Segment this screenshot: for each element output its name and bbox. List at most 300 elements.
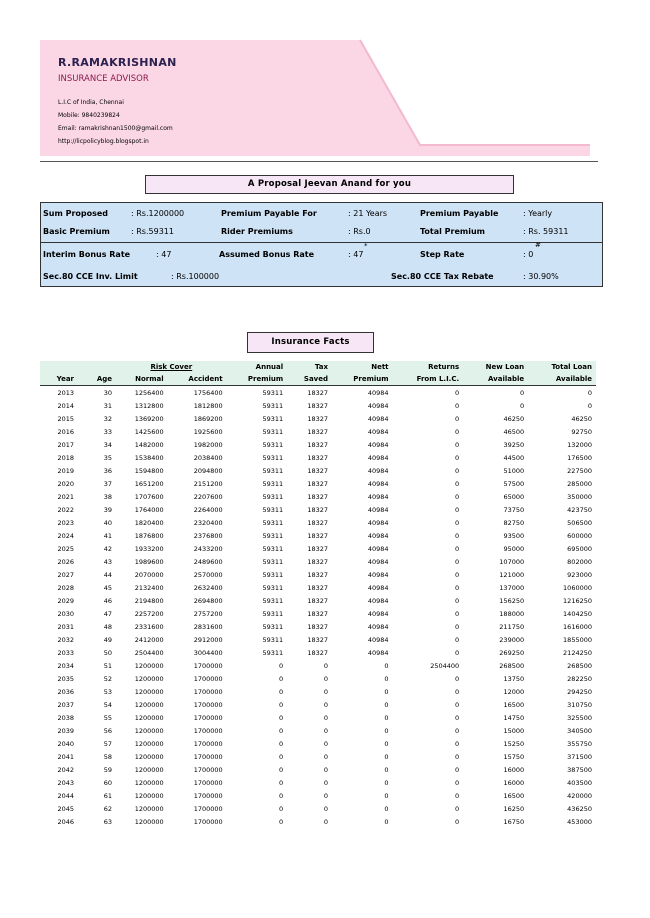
sec80cce-rebate-label: Sec.80 CCE Tax Rebate bbox=[391, 272, 494, 281]
cell-age: 57 bbox=[103, 739, 112, 748]
cell-nett-premium: 40984 bbox=[367, 414, 389, 423]
interim-bonus-label: Interim Bonus Rate bbox=[43, 250, 131, 259]
cell-new-loan: 14750 bbox=[503, 713, 525, 722]
cell-tax-saved: 0 bbox=[323, 739, 329, 748]
cell-age: 31 bbox=[103, 401, 112, 410]
premium-payable-value: : Yearly bbox=[523, 209, 553, 218]
cell-tax-saved: 0 bbox=[323, 817, 329, 826]
cell-year: 2019 bbox=[57, 466, 74, 475]
cell-returns: 0 bbox=[455, 726, 460, 735]
cell-age: 52 bbox=[103, 674, 112, 683]
cell-age: 38 bbox=[103, 492, 112, 501]
table-row bbox=[40, 633, 596, 646]
cell-accident: 1812800 bbox=[193, 401, 223, 410]
cell-returns: 0 bbox=[455, 440, 460, 449]
advisor-blog: http://licpolicyblog.blogspot.in bbox=[58, 138, 149, 145]
cell-new-loan: 0 bbox=[519, 401, 525, 410]
cell-new-loan: 137000 bbox=[499, 583, 525, 592]
cell-tax-saved: 18327 bbox=[307, 596, 329, 605]
cell-returns: 0 bbox=[455, 544, 460, 553]
cell-tax-saved: 0 bbox=[323, 674, 329, 683]
cell-returns: 0 bbox=[455, 518, 460, 527]
cell-normal: 1200000 bbox=[134, 687, 164, 696]
cell-tax-saved: 0 bbox=[323, 765, 329, 774]
cell-nett-premium: 40984 bbox=[367, 427, 389, 436]
cell-normal: 1200000 bbox=[134, 674, 164, 683]
cell-accident: 1700000 bbox=[193, 713, 223, 722]
cell-tax-saved: 18327 bbox=[307, 570, 329, 579]
cell-accident: 1869200 bbox=[193, 414, 223, 423]
table-row bbox=[40, 581, 596, 594]
cell-accident: 2207600 bbox=[193, 492, 223, 501]
cell-nett-premium: 40984 bbox=[367, 648, 389, 657]
cell-total-loan: 420000 bbox=[567, 791, 592, 800]
cell-accident: 1700000 bbox=[193, 700, 223, 709]
cell-new-loan: 16000 bbox=[503, 778, 525, 787]
advisor-email: Email: ramakrishnan1500@gmail.com bbox=[58, 125, 173, 132]
cell-new-loan: 269250 bbox=[499, 648, 525, 657]
cell-age: 39 bbox=[103, 505, 112, 514]
cell-total-loan: 403500 bbox=[567, 778, 592, 787]
table-row bbox=[40, 516, 596, 529]
header-top-returns: Returns bbox=[428, 363, 460, 371]
cell-normal: 1200000 bbox=[134, 752, 164, 761]
cell-accident: 2038400 bbox=[193, 453, 223, 462]
cell-returns: 0 bbox=[455, 583, 460, 592]
cell-accident: 1700000 bbox=[193, 778, 223, 787]
table-row bbox=[40, 464, 596, 477]
cell-total-loan: 325500 bbox=[567, 713, 592, 722]
cell-nett-premium: 0 bbox=[384, 765, 389, 774]
cell-nett-premium: 0 bbox=[384, 713, 389, 722]
cell-normal: 1820400 bbox=[134, 518, 164, 527]
cell-total-loan: 285000 bbox=[567, 479, 592, 488]
cell-year: 2030 bbox=[57, 609, 74, 618]
cell-nett-premium: 40984 bbox=[367, 531, 389, 540]
cell-accident: 2151200 bbox=[193, 479, 223, 488]
cell-new-loan: 44500 bbox=[503, 453, 525, 462]
cell-returns: 0 bbox=[455, 687, 460, 696]
header-top-annual: Annual bbox=[255, 363, 284, 371]
header-new-loan: Available bbox=[463, 373, 528, 386]
cell-year: 2039 bbox=[57, 726, 74, 735]
cell-nett-premium: 40984 bbox=[367, 544, 389, 553]
cell-normal: 1594800 bbox=[134, 466, 164, 475]
cell-returns: 0 bbox=[455, 791, 460, 800]
assumed-bonus-label: Assumed Bonus Rate bbox=[219, 250, 315, 259]
cell-year: 2025 bbox=[57, 544, 74, 553]
cell-nett-premium: 40984 bbox=[367, 492, 389, 501]
cell-tax-saved: 0 bbox=[323, 804, 329, 813]
assumed-bonus-value: : 47 bbox=[348, 250, 364, 259]
cell-nett-premium: 40984 bbox=[367, 557, 389, 566]
cell-normal: 2194800 bbox=[134, 596, 164, 605]
cell-year: 2046 bbox=[57, 817, 74, 826]
cell-total-loan: 268500 bbox=[567, 661, 592, 670]
cell-tax-saved: 18327 bbox=[307, 505, 329, 514]
cell-nett-premium: 0 bbox=[384, 687, 389, 696]
cell-accident: 1700000 bbox=[193, 817, 223, 826]
cell-returns: 0 bbox=[455, 479, 460, 488]
step-rate-label: Step Rate bbox=[420, 250, 465, 259]
cell-accident: 2264000 bbox=[193, 505, 223, 514]
table-row bbox=[40, 659, 596, 672]
cell-annual-premium: 0 bbox=[279, 752, 284, 761]
cell-annual-premium: 59311 bbox=[262, 635, 284, 644]
cell-normal: 1200000 bbox=[134, 778, 164, 787]
cell-tax-saved: 0 bbox=[323, 687, 329, 696]
cell-nett-premium: 40984 bbox=[367, 453, 389, 462]
table-row bbox=[40, 529, 596, 542]
cell-new-loan: 16000 bbox=[503, 765, 525, 774]
cell-year: 2014 bbox=[57, 401, 74, 410]
cell-annual-premium: 0 bbox=[279, 739, 284, 748]
cell-new-loan: 39250 bbox=[503, 440, 525, 449]
cell-age: 53 bbox=[103, 687, 112, 696]
cell-total-loan: 436250 bbox=[567, 804, 592, 813]
cell-year: 2041 bbox=[57, 752, 74, 761]
header-annual-premium: Premium bbox=[227, 373, 288, 386]
summary-divider bbox=[41, 242, 602, 243]
header-risk-cover: Risk Cover bbox=[150, 363, 193, 371]
cell-accident: 2570000 bbox=[193, 570, 223, 579]
cell-new-loan: 188000 bbox=[499, 609, 525, 618]
cell-accident: 2912000 bbox=[193, 635, 223, 644]
table-row bbox=[40, 737, 596, 750]
advisor-mobile: Mobile: 9840239824 bbox=[58, 112, 120, 119]
cell-new-loan: 239000 bbox=[499, 635, 525, 644]
sum-proposed-value: : Rs.1200000 bbox=[131, 209, 185, 218]
header-age: Age bbox=[78, 373, 116, 386]
cell-year: 2018 bbox=[57, 453, 74, 462]
table-row bbox=[40, 451, 596, 464]
cell-new-loan: 15250 bbox=[503, 739, 525, 748]
cell-accident: 2094800 bbox=[193, 466, 223, 475]
advisor-name: R.RAMAKRISHNAN bbox=[58, 56, 177, 69]
interim-bonus-value: : 47 bbox=[156, 250, 172, 259]
cell-new-loan: 12000 bbox=[503, 687, 525, 696]
table-row bbox=[40, 763, 596, 776]
cell-nett-premium: 40984 bbox=[367, 635, 389, 644]
step-rate-hash: # bbox=[535, 241, 541, 249]
header-top-total-loan: Total Loan bbox=[551, 363, 592, 371]
cell-tax-saved: 18327 bbox=[307, 427, 329, 436]
cell-normal: 1764000 bbox=[134, 505, 164, 514]
cell-tax-saved: 18327 bbox=[307, 388, 329, 397]
cell-accident: 1700000 bbox=[193, 674, 223, 683]
cell-nett-premium: 40984 bbox=[367, 440, 389, 449]
table-row bbox=[40, 646, 596, 659]
cell-tax-saved: 18327 bbox=[307, 544, 329, 553]
rider-premiums-value: : Rs.0 bbox=[348, 227, 371, 236]
cell-returns: 0 bbox=[455, 713, 460, 722]
cell-total-loan: 2124250 bbox=[563, 648, 592, 657]
cell-tax-saved: 18327 bbox=[307, 479, 329, 488]
cell-nett-premium: 40984 bbox=[367, 622, 389, 631]
cell-nett-premium: 40984 bbox=[367, 479, 389, 488]
cell-nett-premium: 40984 bbox=[367, 609, 389, 618]
cell-annual-premium: 59311 bbox=[262, 414, 284, 423]
header-total-loan: Available bbox=[528, 373, 596, 386]
cell-returns: 0 bbox=[455, 622, 460, 631]
cell-total-loan: 1616000 bbox=[563, 622, 592, 631]
cell-returns: 0 bbox=[455, 817, 460, 826]
cell-annual-premium: 59311 bbox=[262, 570, 284, 579]
cell-annual-premium: 59311 bbox=[262, 440, 284, 449]
cell-returns: 0 bbox=[455, 531, 460, 540]
cell-normal: 1651200 bbox=[134, 479, 164, 488]
cell-new-loan: 15750 bbox=[503, 752, 525, 761]
header-top-age bbox=[78, 361, 116, 373]
cell-annual-premium: 59311 bbox=[262, 479, 284, 488]
cell-accident: 2694800 bbox=[193, 596, 223, 605]
cell-normal: 1312800 bbox=[134, 401, 164, 410]
cell-total-loan: 132000 bbox=[567, 440, 592, 449]
cell-age: 61 bbox=[103, 791, 112, 800]
cell-annual-premium: 59311 bbox=[262, 648, 284, 657]
rider-premiums-label: Rider Premiums bbox=[221, 227, 293, 236]
cell-total-loan: 227500 bbox=[567, 466, 592, 475]
cell-annual-premium: 59311 bbox=[262, 453, 284, 462]
table-row bbox=[40, 776, 596, 789]
cell-returns: 0 bbox=[455, 414, 460, 423]
header-top-new-loan: New Loan bbox=[485, 363, 525, 371]
cell-tax-saved: 0 bbox=[323, 752, 329, 761]
cell-annual-premium: 59311 bbox=[262, 466, 284, 475]
cell-normal: 1200000 bbox=[134, 791, 164, 800]
cell-tax-saved: 0 bbox=[323, 661, 329, 670]
cell-new-loan: 16500 bbox=[503, 700, 525, 709]
cell-year: 2032 bbox=[57, 635, 74, 644]
cell-year: 2036 bbox=[57, 687, 74, 696]
cell-new-loan: 51000 bbox=[503, 466, 525, 475]
cell-accident: 2489600 bbox=[193, 557, 223, 566]
cell-normal: 1200000 bbox=[134, 739, 164, 748]
cell-age: 58 bbox=[103, 752, 112, 761]
table-header-row bbox=[40, 373, 596, 386]
cell-annual-premium: 59311 bbox=[262, 388, 284, 397]
cell-returns: 0 bbox=[455, 609, 460, 618]
cell-age: 63 bbox=[103, 817, 112, 826]
cell-age: 55 bbox=[103, 713, 112, 722]
total-premium-label: Total Premium bbox=[420, 227, 485, 236]
cell-normal: 2412000 bbox=[134, 635, 164, 644]
cell-total-loan: 46250 bbox=[571, 414, 592, 423]
cell-tax-saved: 18327 bbox=[307, 440, 329, 449]
cell-new-loan: 107000 bbox=[499, 557, 525, 566]
table-row bbox=[40, 438, 596, 451]
cell-annual-premium: 0 bbox=[279, 817, 284, 826]
table-row bbox=[40, 698, 596, 711]
cell-accident: 1925600 bbox=[193, 427, 223, 436]
table-row bbox=[40, 750, 596, 763]
table-row bbox=[40, 412, 596, 425]
cell-tax-saved: 18327 bbox=[307, 492, 329, 501]
cell-age: 46 bbox=[103, 596, 112, 605]
premium-payable-label: Premium Payable bbox=[420, 209, 499, 218]
cell-age: 30 bbox=[103, 388, 112, 397]
cell-total-loan: 0 bbox=[587, 401, 592, 410]
cell-year: 2024 bbox=[57, 531, 74, 540]
cell-accident: 2632400 bbox=[193, 583, 223, 592]
cell-total-loan: 340500 bbox=[567, 726, 592, 735]
cell-annual-premium: 0 bbox=[279, 661, 284, 670]
cell-total-loan: 176500 bbox=[567, 453, 592, 462]
cell-age: 45 bbox=[103, 583, 112, 592]
cell-total-loan: 350000 bbox=[567, 492, 592, 501]
cell-year: 2023 bbox=[57, 518, 74, 527]
cell-annual-premium: 59311 bbox=[262, 505, 284, 514]
cell-returns: 0 bbox=[455, 700, 460, 709]
cell-total-loan: 1060000 bbox=[563, 583, 592, 592]
cell-age: 37 bbox=[103, 479, 112, 488]
cell-normal: 1425600 bbox=[134, 427, 164, 436]
cell-nett-premium: 40984 bbox=[367, 466, 389, 475]
cell-normal: 2504400 bbox=[134, 648, 164, 657]
cell-total-loan: 0 bbox=[587, 388, 592, 397]
header-accident: Accident bbox=[168, 373, 227, 386]
sec80cce-limit-value: : Rs.100000 bbox=[171, 272, 220, 281]
cell-year: 2043 bbox=[57, 778, 74, 787]
cell-tax-saved: 18327 bbox=[307, 466, 329, 475]
cell-total-loan: 92750 bbox=[571, 427, 592, 436]
table-row bbox=[40, 477, 596, 490]
cell-nett-premium: 0 bbox=[384, 817, 389, 826]
cell-new-loan: 16500 bbox=[503, 791, 525, 800]
cell-nett-premium: 0 bbox=[384, 661, 389, 670]
cell-age: 40 bbox=[103, 518, 112, 527]
cell-tax-saved: 0 bbox=[323, 726, 329, 735]
step-rate-value: : 0 bbox=[523, 250, 534, 259]
cell-year: 2044 bbox=[57, 791, 74, 800]
premium-payable-for-value: : 21 Years bbox=[348, 209, 388, 218]
cell-age: 49 bbox=[103, 635, 112, 644]
table-row bbox=[40, 802, 596, 815]
cell-year: 2042 bbox=[57, 765, 74, 774]
cell-annual-premium: 59311 bbox=[262, 596, 284, 605]
cell-year: 2040 bbox=[57, 739, 74, 748]
cell-annual-premium: 59311 bbox=[262, 583, 284, 592]
header-top-nett: Nett bbox=[371, 363, 389, 371]
cell-returns: 0 bbox=[455, 492, 460, 501]
table-row bbox=[40, 542, 596, 555]
cell-normal: 1369200 bbox=[134, 414, 164, 423]
cell-normal: 1933200 bbox=[134, 544, 164, 553]
cell-nett-premium: 40984 bbox=[367, 596, 389, 605]
cell-new-loan: 46250 bbox=[503, 414, 525, 423]
cell-year: 2033 bbox=[57, 648, 74, 657]
cell-year: 2017 bbox=[57, 440, 74, 449]
cell-total-loan: 802000 bbox=[567, 557, 592, 566]
header-year: Year bbox=[40, 373, 78, 386]
cell-year: 2021 bbox=[57, 492, 74, 501]
header-top-tax: Tax bbox=[314, 363, 329, 371]
header-divider bbox=[40, 161, 598, 162]
table-row bbox=[40, 620, 596, 633]
cell-year: 2035 bbox=[57, 674, 74, 683]
table-header-row-top bbox=[40, 361, 596, 373]
insurance-facts-table bbox=[40, 361, 596, 828]
header-returns: From L.I.C. bbox=[393, 373, 464, 386]
cell-tax-saved: 18327 bbox=[307, 518, 329, 527]
table-row bbox=[40, 724, 596, 737]
cell-year: 2027 bbox=[57, 570, 74, 579]
total-premium-value: : Rs. 59311 bbox=[523, 227, 569, 236]
cell-tax-saved: 0 bbox=[323, 778, 329, 787]
cell-tax-saved: 18327 bbox=[307, 401, 329, 410]
cell-tax-saved: 18327 bbox=[307, 557, 329, 566]
cell-accident: 2757200 bbox=[193, 609, 223, 618]
cell-normal: 1200000 bbox=[134, 726, 164, 735]
cell-accident: 1700000 bbox=[193, 739, 223, 748]
table-row bbox=[40, 607, 596, 620]
cell-annual-premium: 0 bbox=[279, 791, 284, 800]
cell-annual-premium: 59311 bbox=[262, 531, 284, 540]
cell-returns: 0 bbox=[455, 388, 460, 397]
cell-returns: 0 bbox=[455, 635, 460, 644]
cell-normal: 1200000 bbox=[134, 817, 164, 826]
cell-nett-premium: 0 bbox=[384, 726, 389, 735]
cell-returns: 0 bbox=[455, 739, 460, 748]
table-row bbox=[40, 711, 596, 724]
cell-normal: 1989600 bbox=[134, 557, 164, 566]
cell-accident: 2320400 bbox=[193, 518, 223, 527]
sum-proposed-label: Sum Proposed bbox=[43, 209, 109, 218]
advisor-office: L.I.C of India, Chennai bbox=[58, 99, 124, 106]
cell-nett-premium: 0 bbox=[384, 791, 389, 800]
cell-total-loan: 387500 bbox=[567, 765, 592, 774]
cell-normal: 1200000 bbox=[134, 765, 164, 774]
sec80cce-limit-label: Sec.80 CCE Inv. Limit bbox=[43, 272, 138, 281]
cell-total-loan: 355750 bbox=[567, 739, 592, 748]
cell-total-loan: 423750 bbox=[567, 505, 592, 514]
cell-new-loan: 211750 bbox=[499, 622, 525, 631]
cell-normal: 1200000 bbox=[134, 661, 164, 670]
cell-annual-premium: 0 bbox=[279, 713, 284, 722]
cell-normal: 1538400 bbox=[134, 453, 164, 462]
cell-accident: 1700000 bbox=[193, 791, 223, 800]
cell-total-loan: 600000 bbox=[567, 531, 592, 540]
cell-returns: 0 bbox=[455, 453, 460, 462]
premium-payable-for-label: Premium Payable For bbox=[221, 209, 317, 218]
cell-year: 2016 bbox=[57, 427, 74, 436]
cell-normal: 1707600 bbox=[134, 492, 164, 501]
cell-year: 2026 bbox=[57, 557, 74, 566]
cell-accident: 1700000 bbox=[193, 765, 223, 774]
cell-returns: 0 bbox=[455, 765, 460, 774]
cell-normal: 2257200 bbox=[134, 609, 164, 618]
cell-new-loan: 0 bbox=[519, 388, 525, 397]
table-row bbox=[40, 815, 596, 828]
cell-returns: 0 bbox=[455, 505, 460, 514]
cell-returns: 0 bbox=[455, 466, 460, 475]
cell-year: 2034 bbox=[57, 661, 74, 670]
cell-age: 56 bbox=[103, 726, 112, 735]
cell-year: 2015 bbox=[57, 414, 74, 423]
cell-total-loan: 923000 bbox=[567, 570, 592, 579]
cell-nett-premium: 0 bbox=[384, 674, 389, 683]
cell-total-loan: 506500 bbox=[567, 518, 592, 527]
cell-returns: 2504400 bbox=[430, 661, 460, 670]
cell-nett-premium: 40984 bbox=[367, 570, 389, 579]
cell-returns: 0 bbox=[455, 401, 460, 410]
cell-total-loan: 695000 bbox=[567, 544, 592, 553]
cell-new-loan: 57500 bbox=[503, 479, 525, 488]
cell-tax-saved: 18327 bbox=[307, 622, 329, 631]
cell-annual-premium: 59311 bbox=[262, 401, 284, 410]
cell-tax-saved: 18327 bbox=[307, 583, 329, 592]
cell-annual-premium: 0 bbox=[279, 726, 284, 735]
